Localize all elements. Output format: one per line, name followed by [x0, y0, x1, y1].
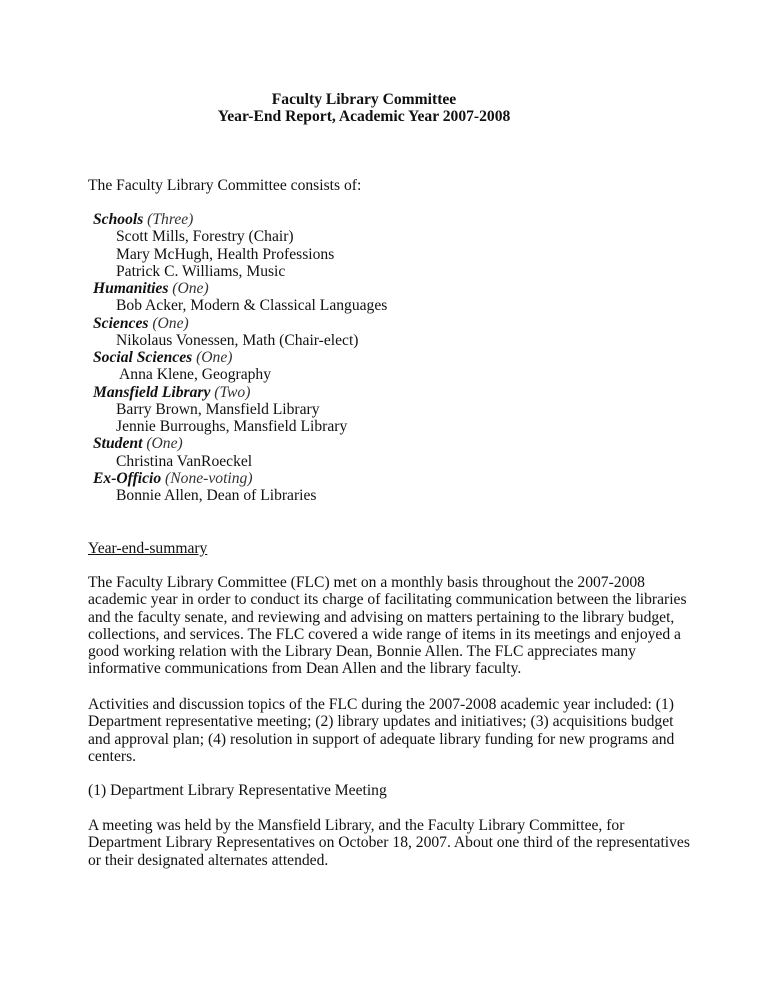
section-heading-1: (1) Department Library Representative Meeting: [88, 782, 387, 799]
group-count: (One): [172, 280, 209, 297]
member-name: Mary McHugh, Health Professions: [116, 245, 335, 263]
summary-heading: Year-end-summary: [88, 540, 208, 557]
paragraph-line: good working relation with the Library Dean, Bonnie Allen. The FLC appreciates many: [88, 643, 636, 660]
group-heading: [88, 211, 387, 228]
paragraph-line: Activities and discussion topics of the FLC during the 2007-2008 academic year included: (1): [88, 696, 674, 713]
group-name: Mansfield Library: [93, 383, 211, 401]
member-name: Scott Mills, Forestry (Chair): [116, 228, 294, 246]
meeting-paragraph: [88, 817, 690, 869]
group-heading: [88, 349, 387, 366]
activities-paragraph: [88, 696, 674, 765]
group-name: Social Sciences: [93, 349, 193, 366]
group-heading: [88, 315, 387, 332]
group-name: Ex-Officio: [93, 469, 162, 487]
group-count: (Three): [147, 211, 194, 228]
group-name: Sciences: [93, 314, 149, 332]
member-name: Christina VanRoeckel: [116, 452, 253, 470]
paragraph-line: academic year in order to conduct its charge of facilitating communication between the libraries: [88, 591, 687, 609]
group-heading: [88, 435, 387, 452]
paragraph-line: collections, and services. The FLC covered a wide range of items in its meetings and enjoyed a: [88, 625, 681, 643]
member-name: Nikolaus Vonessen, Math (Chair-elect): [116, 331, 359, 349]
group-count: (Two): [214, 383, 251, 401]
member-name: Bonnie Allen, Dean of Libraries: [116, 487, 317, 504]
summary-paragraph: [88, 574, 687, 678]
member-name: Anna Klene, Geography: [116, 366, 272, 384]
member-name: Patrick C. Williams, Music: [116, 262, 286, 280]
group-name: Humanities: [93, 280, 169, 297]
member-name: Barry Brown, Mansfield Library: [116, 400, 320, 418]
paragraph-line: Department Library Representatives on October 18, 2007. About one third of the representatives: [88, 834, 690, 852]
group-heading: [88, 280, 387, 297]
paragraph-line: centers.: [88, 747, 137, 765]
paragraph-line: and the faculty senate, and reviewing and advising on matters pertaining to the library budget,: [88, 608, 675, 626]
group-count: (One): [152, 314, 189, 332]
committee-member-list: [88, 211, 387, 504]
paragraph-line: or their designated alternates attended.: [88, 851, 329, 869]
group-count: (One): [196, 349, 233, 366]
group-heading: [88, 470, 387, 487]
paragraph-line: and approval plan; (4) resolution in support of adequate library funding for new programs and: [88, 730, 675, 748]
title-line-1: Faculty Library Committee: [271, 91, 457, 108]
group-heading: [88, 384, 387, 401]
member-name: Bob Acker, Modern & Classical Languages: [116, 297, 388, 315]
group-count: (None-voting): [165, 469, 253, 487]
document-title: [0, 91, 728, 126]
group-name: Schools: [93, 211, 144, 228]
group-count: (One): [146, 435, 183, 453]
paragraph-line: informative communications from Dean Allen and the library faculty.: [88, 660, 522, 678]
paragraph-line: The Faculty Library Committee (FLC) met on a monthly basis throughout the 2007-2008: [88, 574, 645, 591]
group-name: Student: [93, 435, 143, 453]
member-name: Jennie Burroughs, Mansfield Library: [116, 418, 348, 435]
title-line-2: Year-End Report, Academic Year 2007-2008: [217, 108, 511, 126]
paragraph-line: A meeting was held by the Mansfield Library, and the Faculty Library Committee, for: [88, 817, 625, 834]
intro-text: The Faculty Library Committee consists of:: [88, 177, 362, 194]
paragraph-line: Department representative meeting; (2) library updates and initiatives; (3) acquisitions budget: [88, 713, 674, 731]
